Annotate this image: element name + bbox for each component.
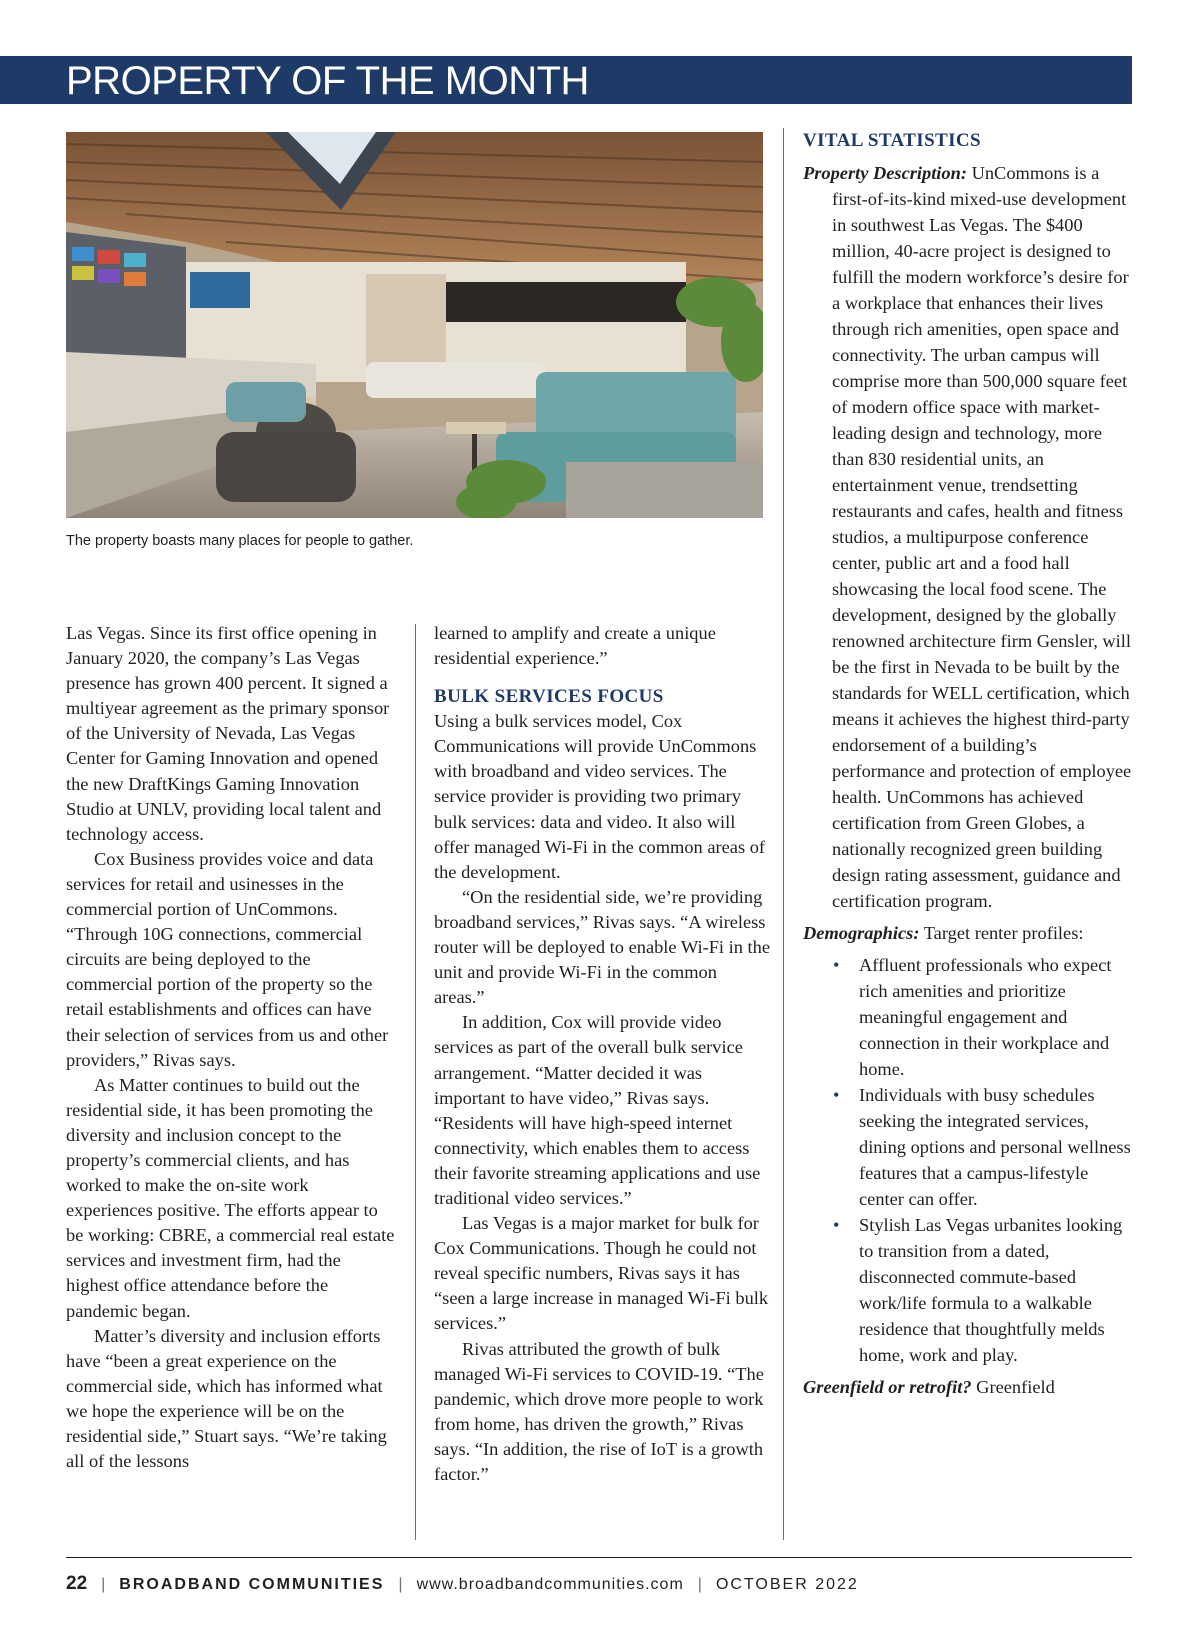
issue-date: OCTOBER 2022: [715, 1576, 859, 1593]
demographics: [803, 920, 1133, 946]
vital-statistics-sidebar: [803, 128, 1133, 1400]
article-paragraph: Using a bulk services model, Cox Communications will provide UnCommons with broadband and video services. The service provider is providing two primary bulk services: data and video. It also will offer managed Wi-Fi in the common areas of the development.: [434, 711, 766, 882]
lounge-illustration: [66, 132, 763, 518]
list-item: • Stylish Las Vegas urbanites looking to transition from a dated, disconnected commute-based work/life formula to a walkable residence that thoughtfully melds home, work and play.: [803, 1212, 1133, 1368]
property-photo: [66, 132, 763, 518]
page-number: 22: [66, 1573, 88, 1594]
photo-caption: The property boasts many places for people to gather.: [66, 533, 414, 549]
list-item: • Affluent professionals who expect rich amenities and prioritize meaningful engagement and connection in their workplace and home.: [803, 952, 1133, 1082]
article-paragraph: Las Vegas is a major market for bulk for Cox Communications. Though he could not reveal specific numbers, Rivas says it has “seen a large increase in managed Wi-Fi bulk services.”: [434, 1213, 769, 1334]
article-paragraph: As Matter continues to build out the residential side, it has been promoting the diversity and inclusion concept to the property’s commercial clients, and has worked to make the on-site work experiences positive. The efforts appear to be working: CBRE, a commercial real estate services and investment firm, had the highest office attendance before the pandemic began.: [66, 1074, 395, 1321]
term-label: Greenfield or retrofit?: [803, 1377, 972, 1397]
property-description: [803, 160, 1133, 914]
demographics-list: [803, 952, 1133, 1368]
sidebar-divider: [783, 128, 784, 1540]
article-paragraph: Matter’s diversity and inclusion efforts have “been a great experience on the commercial side, which has informed what we hope the experience will be on the residential side,” Stuart says. “We’re taking all of the lessons: [66, 1325, 387, 1472]
footer-rule: [66, 1557, 1132, 1558]
magazine-name: BROADBAND COMMUNITIES: [119, 1576, 385, 1593]
bullet-icon: •: [833, 1085, 840, 1105]
article-column-2: [434, 621, 770, 1487]
article-paragraph: In addition, Cox will provide video services as part of the overall bulk service arrangement. “Matter decided it was important to have video,” Rivas says. “Residents will have high-speed internet connectivity, which enables them to access their favorite streaming applications and use traditional video services.”: [434, 1012, 761, 1208]
article-paragraph: learned to amplify and create a unique residential experience.”: [434, 623, 716, 669]
article-paragraph: “On the residential side, we’re providing broadband services,” Rivas says. “A wireless router will be deployed to enable Wi-Fi in the unit and provide Wi-Fi in the common areas.”: [434, 886, 770, 1008]
article-column-1: [66, 621, 396, 1474]
bullet-icon: •: [833, 955, 840, 975]
website-url: www.broadbandcommunities.com: [416, 1576, 684, 1593]
term-text: UnCommons is a first-of-its-kind mixed-use development in southwest Las Vegas. The $400 million, 40-acre project is designed to fulfill the modern workforce’s desire for a workplace that enhances their lives through rich amenities, open space and connectivity. The urban campus will comprise more than 500,000 square feet of modern office space with market-leading design and technology, more than 830 residential units, an entertainment venue, trendsetting restaurants and cafes, health and fitness studios, a multipurpose conference center, public art and a food hall showcasing the local food scene. The development, designed by the globally renowned architecture firm Gensler, will be the first in Nevada to be built by the standards for WELL certification, which means it achieves the highest third-party endorsement of a building’s performance and protection of employee health. UnCommons has achieved certification from Green Globes, a nationally recognized green building design rating assessment, guidance and certification program.: [832, 163, 1132, 911]
footer-separator: |: [697, 1576, 702, 1593]
section-banner: [0, 56, 1132, 104]
bullet-icon: •: [833, 1215, 840, 1235]
list-item: • Individuals with busy schedules seeking the integrated services, dining options and personal wellness features that a campus-lifestyle center can offer.: [803, 1082, 1133, 1212]
greenfield-or-retrofit: [803, 1374, 1133, 1400]
article-paragraph: Cox Business provides voice and data services for retail and usinesses in the commercial portion of UnCommons. “Through 10G connections, commercial circuits are being deployed to the commercial portion of the property so the retail establishments and offices can have their selection of services from us and other providers,” Rivas says.: [66, 848, 389, 1070]
term-text: Greenfield: [976, 1377, 1055, 1397]
page-footer: [66, 1573, 859, 1595]
term-label: Property Description:: [803, 163, 967, 183]
article-paragraph: Rivas attributed the growth of bulk managed Wi-Fi services to COVID-19. “The pandemic, which drove more people to work from home, has driven the growth,” Rivas says. “In addition, the rise of IoT is a growth factor.”: [434, 1338, 764, 1484]
footer-separator: |: [398, 1576, 403, 1593]
footer-separator: |: [101, 1576, 106, 1593]
article-paragraph: Las Vegas. Since its first office opening in January 2020, the company’s Las Vegas presence has grown 400 percent. It signed a multiyear agreement as the primary sponsor of the University of Nevada, Las Vegas Center for Gaming Innovation and opened the new DraftKings Gaming Innovation Studio at UNLV, providing local talent and technology access.: [66, 623, 390, 844]
section-title: PROPERTY OF THE MONTH: [66, 59, 589, 103]
term-label: Demographics:: [803, 923, 920, 943]
sidebar-title: VITAL STATISTICS: [803, 130, 982, 151]
section-subhead: BULK SERVICES FOCUS: [434, 686, 664, 708]
column-divider: [415, 624, 416, 1540]
term-text: Target renter profiles:: [923, 923, 1084, 943]
